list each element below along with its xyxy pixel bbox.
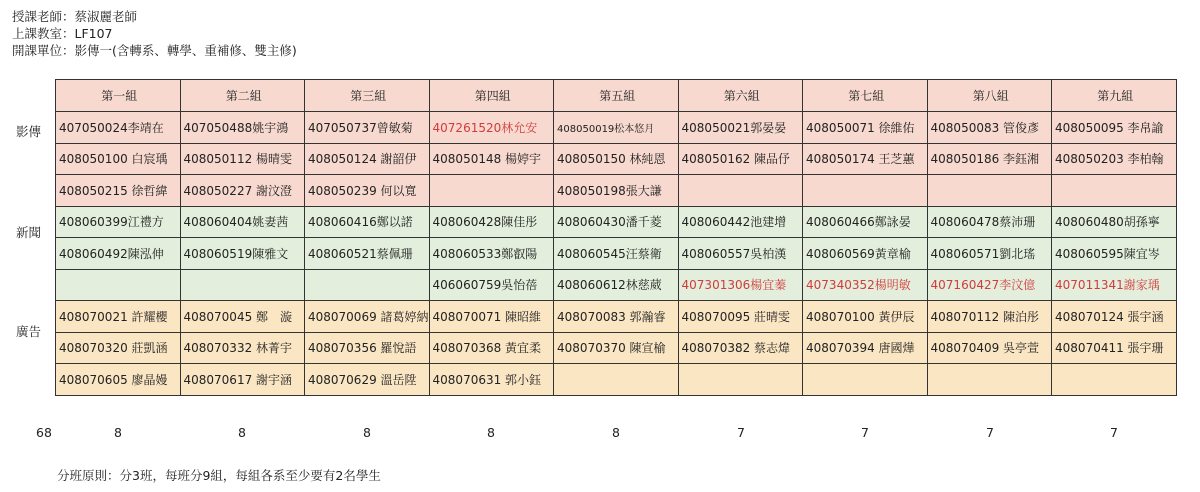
student-cell: 407050024李靖在 <box>56 112 181 144</box>
student-cell: 408070382 蔡志煒 <box>678 332 803 364</box>
student-cell: 408070124 張宇涵 <box>1052 301 1177 333</box>
student-cell: 408050124 謝韶伊 <box>305 143 430 175</box>
total-count: 68 <box>36 425 52 440</box>
student-cell: 408050100 白宸瑀 <box>56 143 181 175</box>
student-cell <box>803 364 928 396</box>
student-cell: 408050095 李帛諭 <box>1052 112 1177 144</box>
student-cell: 408060571劉北瑤 <box>927 238 1052 270</box>
student-cell <box>1052 364 1177 396</box>
student-cell: 408060492陳泓伸 <box>56 238 181 270</box>
student-cell: 408070617 謝宇涵 <box>180 364 305 396</box>
student-cell: 408060416鄭以諾 <box>305 206 430 238</box>
student-cell <box>56 269 181 301</box>
group-header: 第八組 <box>927 80 1052 112</box>
student-cell: 408050083 管俊彥 <box>927 112 1052 144</box>
student-cell: 408060595陳宜岑 <box>1052 238 1177 270</box>
group-count: 8 <box>612 425 620 440</box>
student-cell: 408060466鄭詠晏 <box>803 206 928 238</box>
student-cell: 407340352楊明敏 <box>803 269 928 301</box>
room-line: 上課教室：LF107 <box>12 26 113 41</box>
group-header-row <box>56 80 1177 112</box>
student-cell: 407160427李汶億 <box>927 269 1052 301</box>
student-cell: 407050488姚宇鴻 <box>180 112 305 144</box>
student-cell: 408050198張大謙 <box>554 175 679 207</box>
student-cell: 408060442池建增 <box>678 206 803 238</box>
student-cell <box>678 364 803 396</box>
table-row <box>56 332 1177 364</box>
student-cell: 408070100 黃伊辰 <box>803 301 928 333</box>
student-cell <box>305 269 430 301</box>
student-cell: 408070112 陳泊彤 <box>927 301 1052 333</box>
student-cell: 406060759吳怡蓓 <box>429 269 554 301</box>
student-cell: 407050737曾敏菊 <box>305 112 430 144</box>
student-cell: 408070368 黃宜柔 <box>429 332 554 364</box>
student-cell: 408070332 林菁宇 <box>180 332 305 364</box>
student-cell: 408050021郭晏晏 <box>678 112 803 144</box>
student-cell: 408070629 溫岳陞 <box>305 364 430 396</box>
student-cell <box>803 175 928 207</box>
student-cell: 408060399江禮方 <box>56 206 181 238</box>
student-cell: 408050071 徐維佑 <box>803 112 928 144</box>
student-cell <box>927 175 1052 207</box>
student-cell: 407011341謝家瑀 <box>1052 269 1177 301</box>
student-cell: 407301306楊宜蓁 <box>678 269 803 301</box>
student-cell: 408050227 謝汶澄 <box>180 175 305 207</box>
group-header: 第六組 <box>678 80 803 112</box>
student-cell: 408050174 王芝蕙 <box>803 143 928 175</box>
student-cell <box>554 364 679 396</box>
group-count: 8 <box>363 425 371 440</box>
student-cell: 408050148 楊婷宇 <box>429 143 554 175</box>
grouping-rule-note: 分班原則：分3班，每班分9組，每組各系至少要有2名學生 <box>57 468 381 483</box>
table-row <box>56 206 1177 238</box>
student-cell: 408050239 何以寬 <box>305 175 430 207</box>
group-header: 第一組 <box>56 80 181 112</box>
group-count: 7 <box>1110 425 1118 440</box>
group-header: 第九組 <box>1052 80 1177 112</box>
student-cell: 408060430潘千菱 <box>554 206 679 238</box>
student-cell: 408060404姚妻茜 <box>180 206 305 238</box>
table-row <box>56 238 1177 270</box>
student-cell: 408060533鄭叡陽 <box>429 238 554 270</box>
student-cell: 407261520林允安 <box>429 112 554 144</box>
group-count: 8 <box>114 425 122 440</box>
student-cell: 408070394 唐國燁 <box>803 332 928 364</box>
student-cell: 408070083 郭瀚睿 <box>554 301 679 333</box>
table-row <box>56 143 1177 175</box>
group-count: 8 <box>238 425 246 440</box>
student-cell: 408050215 徐哲緯 <box>56 175 181 207</box>
student-cell <box>678 175 803 207</box>
group-header: 第七組 <box>803 80 928 112</box>
student-cell <box>1052 175 1177 207</box>
course-info <box>12 8 297 59</box>
group-table <box>55 79 1177 396</box>
group-header: 第四組 <box>429 80 554 112</box>
student-cell: 408070069 諸葛婷納 <box>305 301 430 333</box>
group-count: 7 <box>861 425 869 440</box>
student-cell: 408070605 廖晶嫚 <box>56 364 181 396</box>
student-cell <box>180 269 305 301</box>
student-cell <box>927 364 1052 396</box>
student-cell: 408050112 楊晴雯 <box>180 143 305 175</box>
student-cell: 408070631 郭小鈺 <box>429 364 554 396</box>
student-cell: 408060569黃章榆 <box>803 238 928 270</box>
group-header: 第二組 <box>180 80 305 112</box>
dept-label-yingchuan: 影傳 <box>16 124 42 139</box>
student-cell: 408070071 陳昭維 <box>429 301 554 333</box>
student-cell: 408060428陳佳彤 <box>429 206 554 238</box>
student-cell: 408070370 陳宣榆 <box>554 332 679 364</box>
student-cell: 408070409 吳亭萱 <box>927 332 1052 364</box>
table-row <box>56 364 1177 396</box>
table-row <box>56 269 1177 301</box>
student-cell: 408050203 李柏翰 <box>1052 143 1177 175</box>
student-cell: 408060480胡孫寧 <box>1052 206 1177 238</box>
unit-line: 開課單位：影傳一(含轉系、轉學、重補修、雙主修) <box>12 43 297 58</box>
group-count: 8 <box>487 425 495 440</box>
student-cell: 408050019松本悠月 <box>554 112 679 144</box>
student-cell <box>429 175 554 207</box>
student-cell: 408070095 莊晴雯 <box>678 301 803 333</box>
student-cell: 408070356 羅悅語 <box>305 332 430 364</box>
student-cell: 408060478蔡沛珊 <box>927 206 1052 238</box>
student-cell: 408060612林慈葳 <box>554 269 679 301</box>
group-count: 7 <box>986 425 994 440</box>
group-header: 第三組 <box>305 80 430 112</box>
student-cell: 408060521蔡佩珊 <box>305 238 430 270</box>
student-cell: 408070320 莊凱涵 <box>56 332 181 364</box>
table-row <box>56 175 1177 207</box>
student-cell: 408060557吳柏漢 <box>678 238 803 270</box>
table-row <box>56 301 1177 333</box>
dept-label-xinwen: 新聞 <box>16 225 42 240</box>
teacher-line: 授課老師：蔡淑麗老師 <box>12 9 138 24</box>
group-header: 第五組 <box>554 80 679 112</box>
student-cell: 408050186 李鈺湘 <box>927 143 1052 175</box>
student-cell: 408070411 張宇珊 <box>1052 332 1177 364</box>
dept-label-guanggao: 廣告 <box>16 324 42 339</box>
group-count: 7 <box>737 425 745 440</box>
student-cell: 408070045 鄭 漩 <box>180 301 305 333</box>
student-cell: 408050150 林純恩 <box>554 143 679 175</box>
student-cell: 408060545汪蔡衛 <box>554 238 679 270</box>
student-cell: 408070021 許耀櫻 <box>56 301 181 333</box>
student-cell: 408050162 陳品伃 <box>678 143 803 175</box>
table-row <box>56 112 1177 144</box>
student-cell: 408060519陳雅文 <box>180 238 305 270</box>
